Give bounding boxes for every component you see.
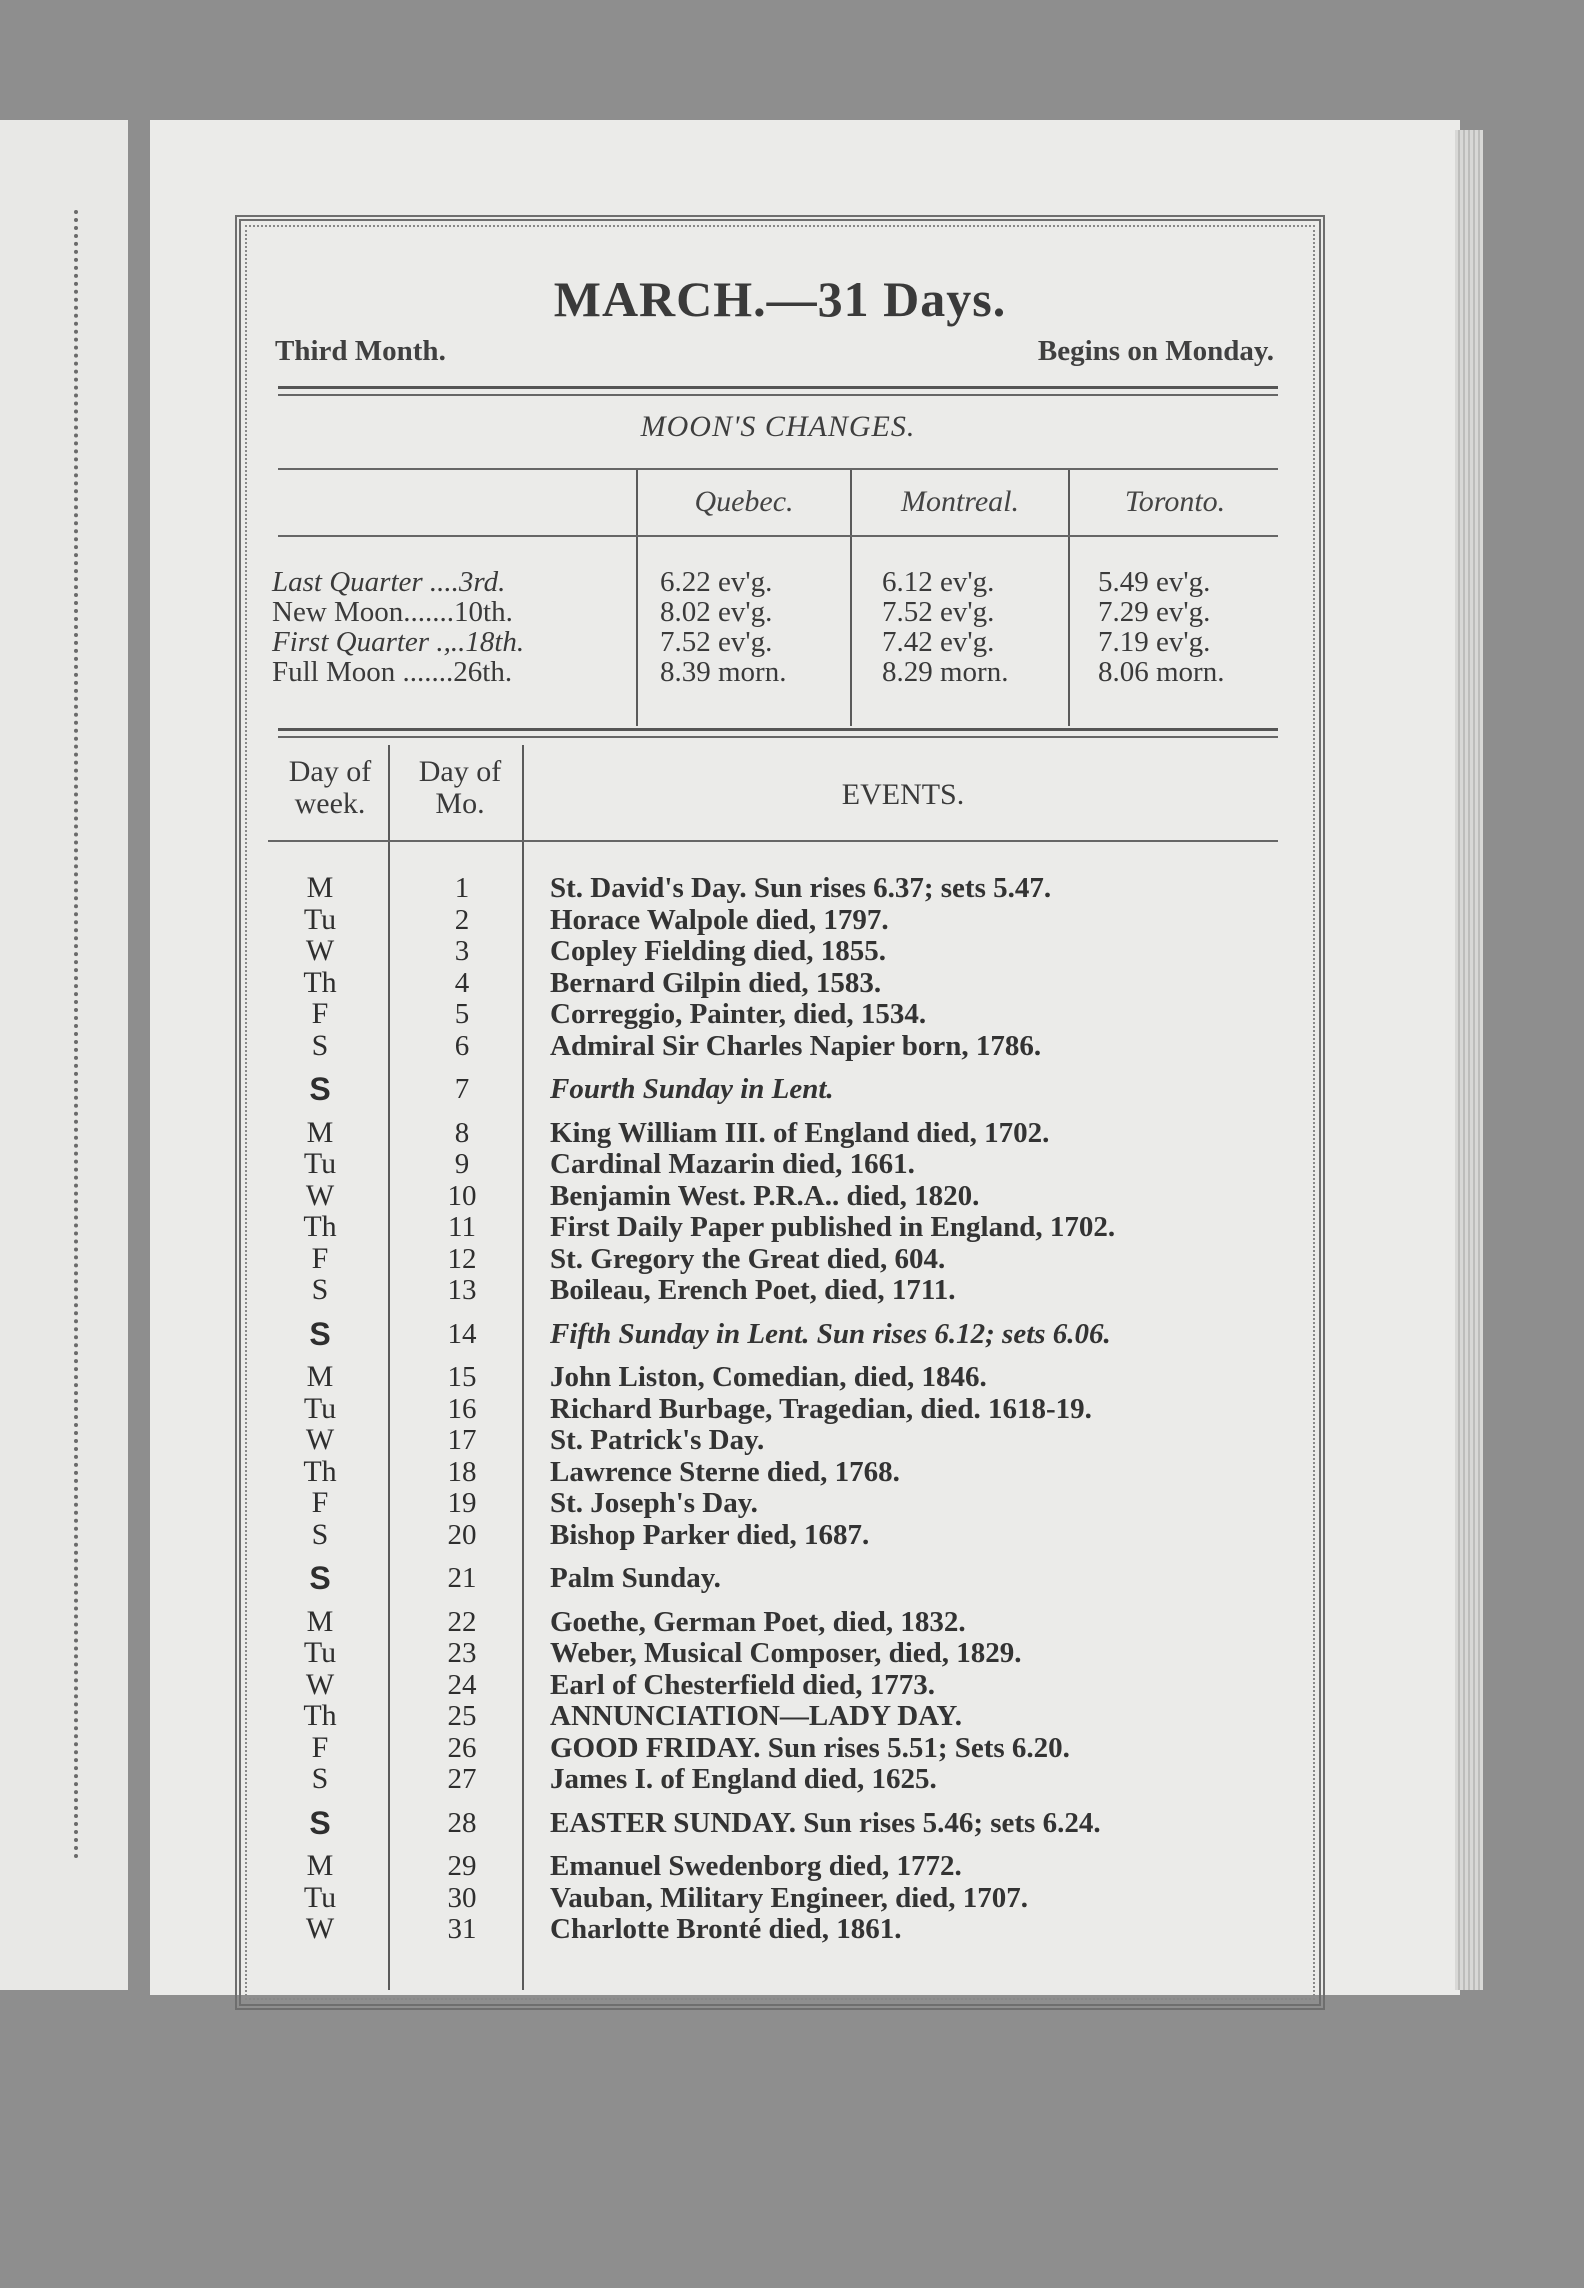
day-of-week: M: [306, 1115, 334, 1149]
table-row: [0, 872, 1584, 904]
event-text: Lawrence Sterne died, 1768.: [550, 1455, 900, 1488]
event-text: St. Gregory the Great died, 604.: [550, 1242, 946, 1275]
day-of-month: 5: [454, 998, 470, 1030]
day-of-month: 4: [454, 966, 470, 999]
table-row: [0, 1117, 1584, 1149]
day-of-week: W: [305, 1423, 335, 1456]
day-of-month: 18: [447, 1455, 477, 1488]
table-row: [0, 1315, 1584, 1352]
col-day-of-week: Day of week.: [288, 755, 372, 820]
table-row: [0, 967, 1584, 999]
table-row: [0, 1882, 1584, 1914]
event-text: King William III. of England died, 1702.: [550, 1116, 1050, 1149]
day-of-month: 8: [454, 1116, 470, 1149]
day-of-week: Tu: [303, 1880, 337, 1914]
event-text: Fifth Sunday in Lent. Sun rises 6.12; sets 6.06.: [550, 1317, 1111, 1350]
day-of-week: Th: [303, 1210, 337, 1243]
event-text: Bernard Gilpin died, 1583.: [550, 966, 882, 999]
day-of-week: Tu: [303, 902, 337, 936]
table-row: [0, 1487, 1584, 1519]
moon-time-cell: 8.29 morn.: [882, 656, 1009, 688]
day-of-month: 29: [447, 1850, 477, 1882]
event-text: Correggio, Painter, died, 1534.: [550, 998, 927, 1030]
event-text: John Liston, Comedian, died, 1846.: [550, 1361, 987, 1393]
event-text: Fourth Sunday in Lent.: [550, 1073, 834, 1105]
moon-time-cell: 7.42 ev'g.: [882, 626, 995, 658]
moons-heading: MOON'S CHANGES.: [640, 410, 916, 443]
day-of-month: 15: [447, 1361, 477, 1393]
day-of-month: 9: [454, 1148, 470, 1180]
day-of-month: 2: [454, 903, 470, 936]
day-of-week: S: [311, 1028, 329, 1062]
day-of-week: W: [305, 934, 335, 967]
day-of-month: 28: [447, 1806, 477, 1839]
day-of-week: W: [305, 1178, 335, 1212]
day-of-month: 7: [454, 1073, 470, 1105]
moon-time-cell: 8.02 ev'g.: [660, 596, 773, 628]
moons-divider: [636, 470, 638, 726]
event-text: Cardinal Mazarin died, 1661.: [550, 1148, 915, 1180]
day-of-month: 11: [448, 1211, 476, 1243]
day-of-month: 24: [447, 1668, 477, 1701]
event-text: ANNUNCIATION—LADY DAY.: [550, 1700, 962, 1732]
day-of-month: 13: [447, 1274, 477, 1306]
col-events: EVENTS.: [841, 778, 965, 811]
table-row: [0, 1274, 1584, 1306]
moon-time-cell: 6.22 ev'g.: [660, 566, 773, 598]
event-text: Bishop Parker died, 1687.: [550, 1518, 870, 1551]
moon-time-cell: 7.52 ev'g.: [882, 596, 995, 628]
moon-time-cell: 7.52 ev'g.: [660, 626, 773, 658]
day-of-month: 20: [447, 1518, 477, 1551]
day-of-week: S: [309, 1071, 331, 1107]
event-text: Weber, Musical Composer, died, 1829.: [550, 1637, 1022, 1669]
day-of-week: Th: [303, 1699, 337, 1732]
event-text: Admiral Sir Charles Napier born, 1786.: [550, 1029, 1042, 1062]
day-of-month: 26: [447, 1731, 477, 1764]
city-toronto: Toronto.: [1124, 485, 1226, 518]
moon-phase-label: First Quarter .,..18th.: [272, 626, 525, 658]
table-row: [0, 1148, 1584, 1180]
day-of-week: Tu: [303, 1391, 337, 1425]
event-text: Horace Walpole died, 1797.: [550, 903, 889, 936]
moon-time-cell: 5.49 ev'g.: [1098, 566, 1211, 598]
day-of-month: 21: [447, 1562, 477, 1594]
table-row: [0, 1030, 1584, 1062]
day-of-month: 1: [454, 872, 470, 904]
event-text: Charlotte Bronté died, 1861.: [550, 1913, 902, 1945]
table-row: [0, 1850, 1584, 1882]
day-of-week: Tu: [303, 1636, 337, 1669]
day-of-month: 25: [447, 1700, 477, 1732]
table-row: [0, 1073, 1584, 1105]
event-text: GOOD FRIDAY. Sun rises 5.51; Sets 6.20.: [550, 1731, 1070, 1764]
event-text: Vauban, Military Engineer, died, 1707.: [550, 1881, 1029, 1914]
day-of-week: F: [311, 1730, 329, 1764]
table-row: [0, 1243, 1584, 1275]
moons-divider: [850, 470, 852, 726]
table-row: [0, 904, 1584, 936]
city-montreal: Montreal.: [900, 485, 1020, 518]
event-text: Goethe, German Poet, died, 1832.: [550, 1605, 966, 1638]
day-of-week: S: [311, 1517, 329, 1551]
table-row: [0, 1393, 1584, 1425]
event-text: Palm Sunday.: [550, 1562, 721, 1594]
day-of-week: S: [311, 1762, 329, 1795]
moons-heading-rule: [278, 468, 1278, 470]
day-of-month: 17: [447, 1424, 477, 1456]
event-text: Richard Burbage, Tragedian, died. 1618-19.: [550, 1392, 1092, 1425]
table-row: [0, 1361, 1584, 1393]
table-row: [0, 1456, 1584, 1488]
table-row: [0, 935, 1584, 967]
day-of-week: Th: [303, 1454, 337, 1488]
day-of-month: 16: [447, 1392, 477, 1425]
day-of-week: Tu: [303, 1147, 337, 1180]
event-text: St. Patrick's Day.: [550, 1424, 765, 1456]
moon-phase-label: New Moon.......10th.: [272, 596, 513, 628]
day-of-month: 22: [447, 1605, 477, 1638]
event-text: EASTER SUNDAY. Sun rises 5.46; sets 6.24.: [550, 1806, 1101, 1839]
table-row: [0, 1763, 1584, 1795]
event-text: St. Joseph's Day.: [550, 1487, 758, 1519]
day-of-week: Th: [303, 965, 337, 999]
day-of-week: W: [305, 1667, 335, 1701]
day-of-month: 19: [447, 1487, 477, 1519]
table-row: [0, 1606, 1584, 1638]
event-text: James I. of England died, 1625.: [550, 1763, 937, 1795]
table-row: [0, 1804, 1584, 1841]
day-of-week: F: [311, 997, 329, 1030]
moons-bottom-rule-inner: [278, 736, 1278, 738]
event-text: Copley Fielding died, 1855.: [550, 935, 886, 967]
begins-on: Begins on Monday.: [1037, 335, 1274, 367]
header-rule: [278, 386, 1278, 389]
table-row: [0, 998, 1584, 1030]
day-of-week: S: [309, 1804, 331, 1841]
day-of-week: M: [306, 871, 334, 904]
moon-phase-label: Last Quarter ....3rd.: [272, 566, 506, 598]
day-of-week: F: [311, 1241, 329, 1275]
day-of-month: 10: [447, 1179, 477, 1212]
event-text: Emanuel Swedenborg died, 1772.: [550, 1850, 962, 1882]
day-of-month: 12: [447, 1242, 477, 1275]
table-head-rule: [268, 840, 1278, 842]
day-of-week: M: [306, 1604, 334, 1638]
table-row: [0, 1562, 1584, 1594]
day-of-week: M: [306, 1360, 334, 1393]
day-of-week: F: [311, 1486, 329, 1519]
event-text: Benjamin West. P.R.A.. died, 1820.: [550, 1179, 980, 1212]
table-row: [0, 1519, 1584, 1551]
day-of-month: 6: [454, 1029, 470, 1062]
page-title: MARCH.—31 Days.: [553, 271, 1007, 327]
moons-subhead-rule: [278, 535, 1278, 537]
event-text: St. David's Day. Sun rises 6.37; sets 5.47.: [550, 872, 1052, 904]
moon-time-cell: 7.19 ev'g.: [1098, 626, 1211, 658]
day-of-week: W: [305, 1912, 335, 1945]
table-row: [0, 1732, 1584, 1764]
event-text: First Daily Paper published in England, 1702.: [550, 1211, 1116, 1243]
moon-time-cell: 6.12 ev'g.: [882, 566, 995, 598]
day-of-week: M: [306, 1849, 334, 1882]
table-row: [0, 1913, 1584, 1945]
col-day-of-month: Day of Mo.: [418, 755, 502, 820]
event-text: Boileau, Erench Poet, died, 1711.: [550, 1274, 956, 1306]
moons-divider: [1068, 470, 1070, 726]
day-of-month: 14: [447, 1317, 477, 1350]
moon-time-cell: 8.39 morn.: [660, 656, 787, 688]
header-rule-inner: [278, 394, 1278, 396]
day-of-month: 30: [447, 1881, 477, 1914]
moon-phase-label: Full Moon .......26th.: [272, 656, 513, 688]
moon-time-cell: 7.29 ev'g.: [1098, 596, 1211, 628]
day-of-month: 3: [454, 935, 470, 967]
table-row: [0, 1700, 1584, 1732]
day-of-month: 23: [447, 1637, 477, 1669]
day-of-month: 27: [447, 1763, 477, 1795]
table-row: [0, 1424, 1584, 1456]
moons-bottom-rule: [278, 728, 1278, 731]
day-of-week: S: [311, 1273, 329, 1306]
moon-time-cell: 8.06 morn.: [1098, 656, 1225, 688]
table-row: [0, 1211, 1584, 1243]
table-row: [0, 1637, 1584, 1669]
month-ordinal: Third Month.: [275, 335, 446, 367]
day-of-week: S: [309, 1315, 331, 1352]
table-row: [0, 1669, 1584, 1701]
event-text: Earl of Chesterfield died, 1773.: [550, 1668, 936, 1701]
day-of-month: 31: [447, 1913, 477, 1945]
city-quebec: Quebec.: [694, 485, 794, 518]
day-of-week: S: [309, 1560, 331, 1596]
table-row: [0, 1180, 1584, 1212]
